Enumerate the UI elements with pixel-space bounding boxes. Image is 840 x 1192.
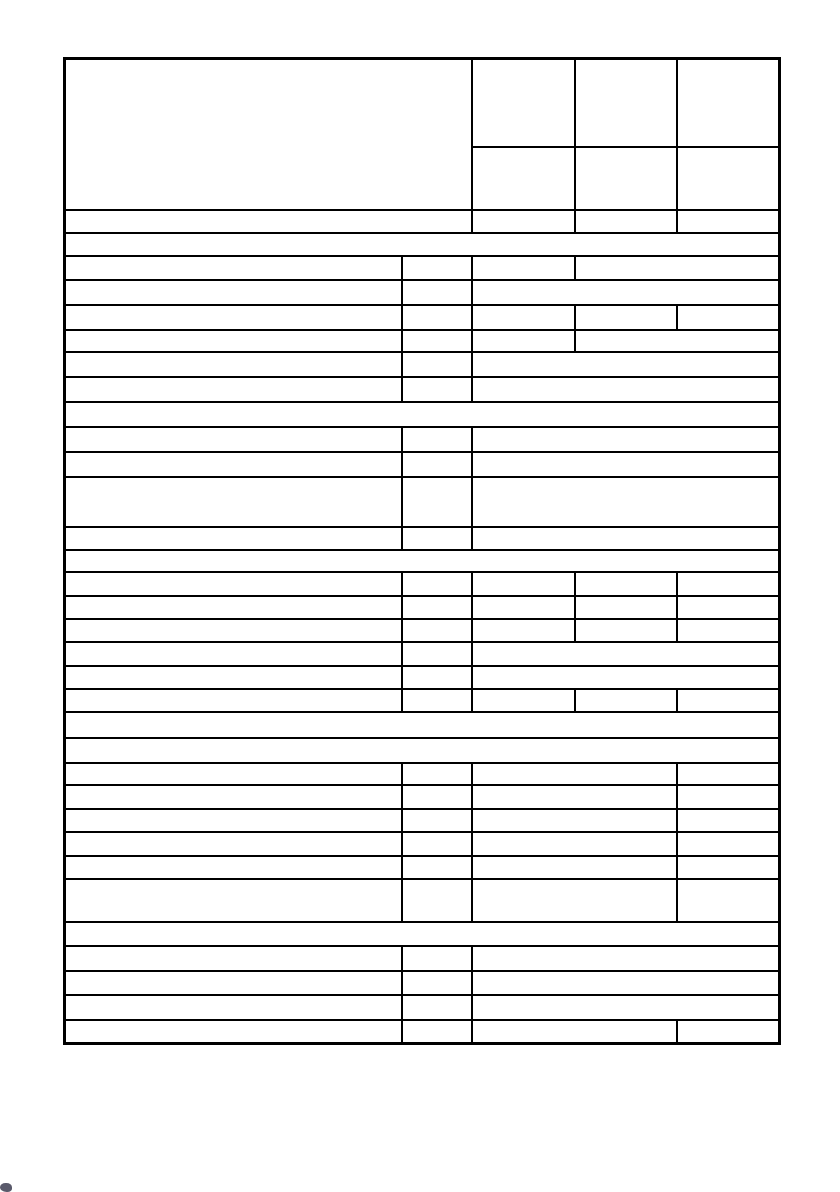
- table-row: [65, 352, 780, 377]
- table-cell: [677, 210, 780, 233]
- table-cell: [402, 785, 472, 809]
- table-cell: [472, 305, 575, 330]
- table-cell: [677, 147, 780, 210]
- table-cell: [65, 550, 780, 572]
- table-row: [65, 712, 780, 738]
- table-row: [65, 1020, 780, 1044]
- table-cell: [677, 596, 780, 619]
- table-cell: [402, 619, 472, 642]
- table-cell: [65, 712, 780, 738]
- table-cell: [65, 785, 402, 809]
- table-cell: [677, 1020, 780, 1044]
- table-cell: [65, 305, 402, 330]
- table-cell: [65, 352, 402, 377]
- page-edge-smudge-mark: [0, 1183, 12, 1192]
- table-cell: [677, 879, 780, 922]
- table-cell: [472, 995, 780, 1020]
- table-cell: [472, 809, 677, 832]
- table-cell: [65, 210, 472, 233]
- table-cell: [402, 666, 472, 689]
- table-cell: [65, 763, 402, 785]
- table-cell: [472, 642, 780, 666]
- table-cell: [65, 59, 472, 210]
- table-cell: [402, 1020, 472, 1044]
- table-cell: [65, 377, 402, 402]
- table-row: [65, 879, 780, 922]
- table-cell: [65, 689, 402, 712]
- table-cell: [65, 879, 402, 922]
- table-cell: [402, 642, 472, 666]
- table-cell: [472, 59, 575, 147]
- table-cell: [472, 572, 575, 596]
- table-cell: [65, 477, 402, 527]
- table-cell: [65, 527, 402, 550]
- table-cell: [472, 147, 575, 210]
- table-cell: [65, 832, 402, 856]
- table-cell: [472, 689, 575, 712]
- table-cell: [402, 995, 472, 1020]
- table-cell: [677, 572, 780, 596]
- table-cell: [575, 305, 677, 330]
- table-cell: [65, 427, 402, 452]
- table-cell: [402, 280, 472, 305]
- table-cell: [472, 1020, 677, 1044]
- table-cell: [402, 377, 472, 402]
- table-row: [65, 946, 780, 971]
- table-cell: [402, 352, 472, 377]
- table-cell: [402, 971, 472, 995]
- table-cell: [65, 402, 780, 427]
- table-cell: [402, 452, 472, 477]
- table-cell: [677, 763, 780, 785]
- table-cell: [472, 832, 677, 856]
- table-row: [65, 256, 780, 280]
- table-cell: [575, 210, 677, 233]
- table-cell: [65, 452, 402, 477]
- table-cell: [65, 922, 780, 946]
- table-row: [65, 477, 780, 527]
- table-cell: [402, 596, 472, 619]
- table-cell: [575, 619, 677, 642]
- table-row: [65, 402, 780, 427]
- table-cell: [65, 946, 402, 971]
- table-row: [65, 785, 780, 809]
- table-cell: [472, 210, 575, 233]
- table-row: [65, 619, 780, 642]
- table-cell: [65, 666, 402, 689]
- table-cell: [65, 738, 780, 763]
- table-cell: [472, 352, 780, 377]
- table-row: [65, 995, 780, 1020]
- table-cell: [472, 527, 780, 550]
- table-cell: [402, 879, 472, 922]
- table-cell: [65, 1020, 402, 1044]
- table-cell: [472, 879, 677, 922]
- table-cell: [472, 452, 780, 477]
- table-cell: [677, 305, 780, 330]
- table-row: [65, 763, 780, 785]
- table-cell: [402, 427, 472, 452]
- table-row: [65, 427, 780, 452]
- table-cell: [472, 596, 575, 619]
- table-row: [65, 550, 780, 572]
- table-row: [65, 280, 780, 305]
- table-cell: [472, 330, 575, 352]
- table-row: [65, 922, 780, 946]
- table-cell: [65, 280, 402, 305]
- table-cell: [575, 572, 677, 596]
- table-cell: [402, 832, 472, 856]
- table-cell: [402, 477, 472, 527]
- table-cell: [402, 256, 472, 280]
- table-cell: [472, 785, 677, 809]
- table-row: [65, 642, 780, 666]
- table-cell: [575, 596, 677, 619]
- table-cell: [402, 527, 472, 550]
- table-cell: [65, 233, 780, 256]
- table-row: [65, 971, 780, 995]
- table-cell: [677, 832, 780, 856]
- table-cell: [575, 256, 780, 280]
- table-row: [65, 330, 780, 352]
- table-row: [65, 59, 780, 147]
- table-cell: [677, 689, 780, 712]
- table-cell: [402, 763, 472, 785]
- table-cell: [472, 763, 677, 785]
- table-cell: [575, 59, 677, 147]
- table-cell: [472, 856, 677, 879]
- table-row: [65, 738, 780, 763]
- table-cell: [402, 330, 472, 352]
- table-cell: [575, 689, 677, 712]
- table-cell: [65, 856, 402, 879]
- table-cell: [472, 256, 575, 280]
- table-cell: [402, 946, 472, 971]
- table-cell: [677, 619, 780, 642]
- table-cell: [472, 946, 780, 971]
- table-row: [65, 233, 780, 256]
- table-cell: [575, 330, 780, 352]
- table-cell: [402, 856, 472, 879]
- table-cell: [677, 809, 780, 832]
- table-row: [65, 809, 780, 832]
- table-cell: [65, 971, 402, 995]
- table-cell: [472, 666, 780, 689]
- table-row: [65, 377, 780, 402]
- table-cell: [65, 642, 402, 666]
- table-cell: [677, 59, 780, 147]
- table-cell: [472, 280, 780, 305]
- table-row: [65, 572, 780, 596]
- table-row: [65, 210, 780, 233]
- table-row: [65, 689, 780, 712]
- table-cell: [402, 689, 472, 712]
- table-cell: [65, 619, 402, 642]
- blank-form-table: [63, 57, 781, 1045]
- table-cell: [472, 971, 780, 995]
- table-cell: [677, 785, 780, 809]
- table-cell: [575, 147, 677, 210]
- table-cell: [402, 809, 472, 832]
- table-cell: [65, 330, 402, 352]
- table-cell: [402, 305, 472, 330]
- table-row: [65, 527, 780, 550]
- table-cell: [65, 809, 402, 832]
- table-row: [65, 832, 780, 856]
- table-cell: [472, 619, 575, 642]
- table-cell: [677, 856, 780, 879]
- table-body: [65, 59, 780, 1044]
- table-cell: [402, 572, 472, 596]
- table-row: [65, 452, 780, 477]
- table-cell: [65, 572, 402, 596]
- table-row: [65, 596, 780, 619]
- table-cell: [472, 427, 780, 452]
- table-cell: [472, 377, 780, 402]
- table-cell: [472, 477, 780, 527]
- table-cell: [65, 256, 402, 280]
- table-cell: [65, 596, 402, 619]
- table-row: [65, 305, 780, 330]
- table-row: [65, 666, 780, 689]
- table-row: [65, 856, 780, 879]
- table-cell: [65, 995, 402, 1020]
